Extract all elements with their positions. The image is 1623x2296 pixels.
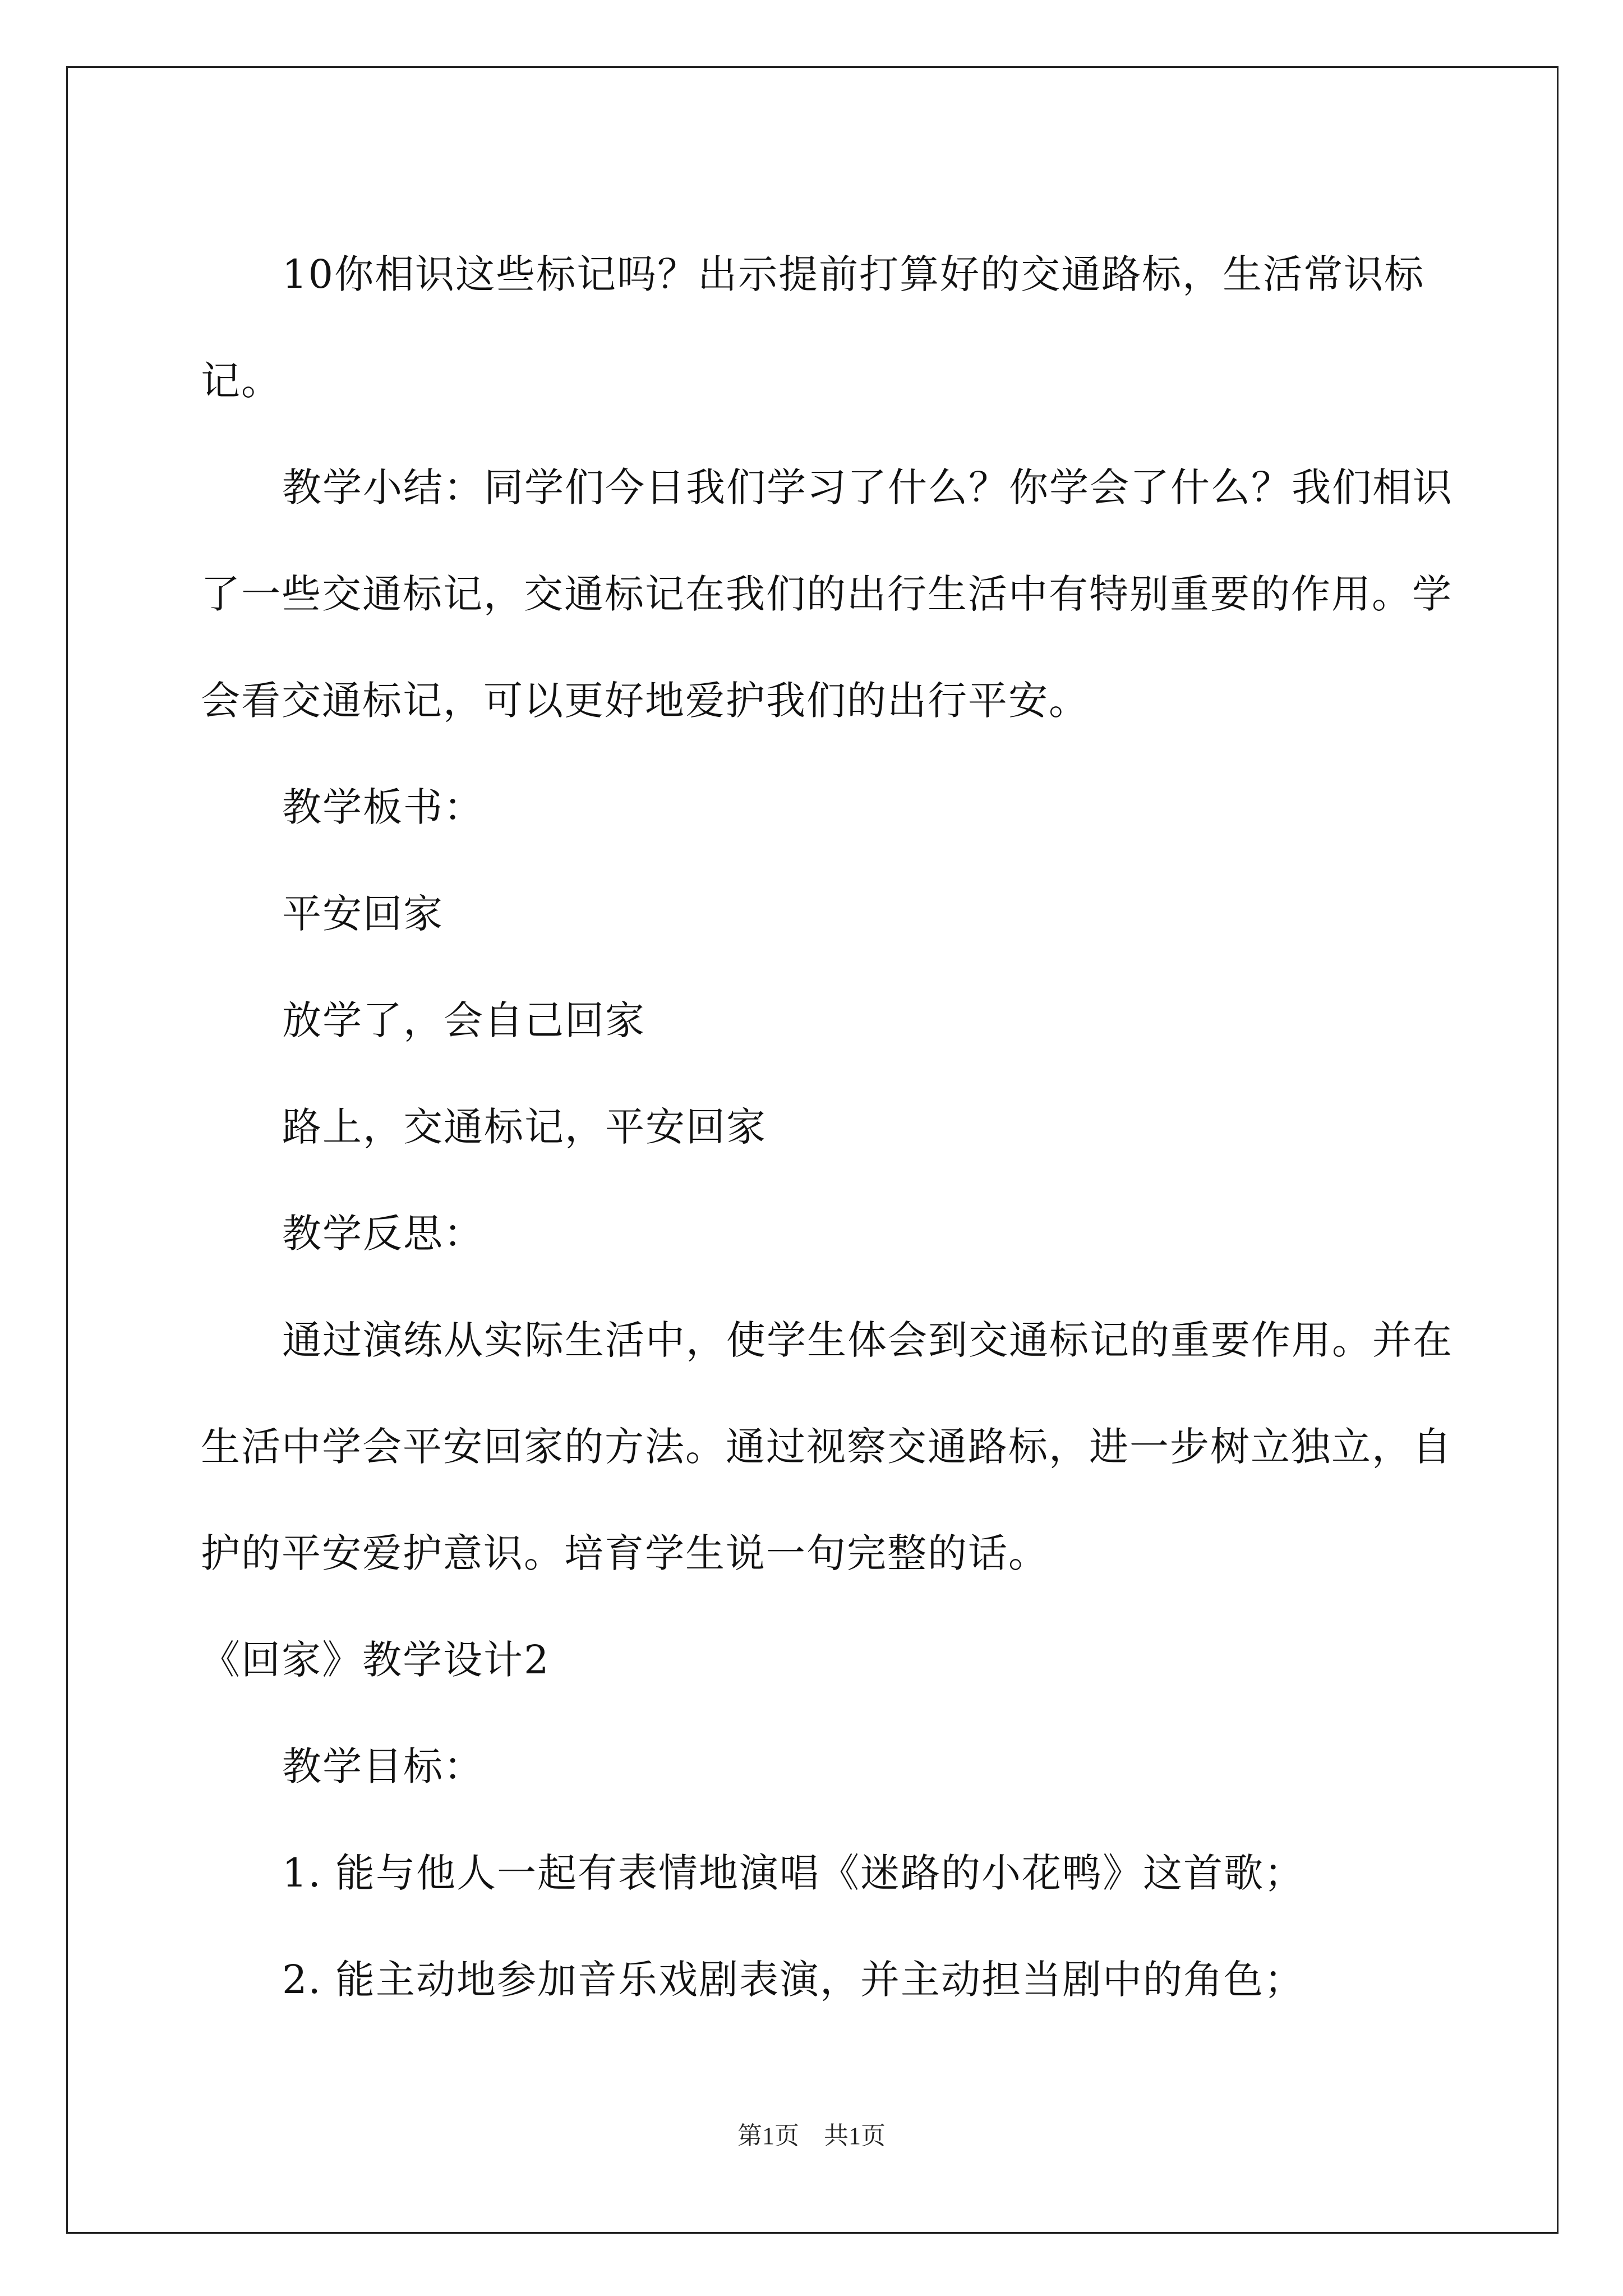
paragraph-objectives-heading: 教学目标：	[282, 1743, 484, 1789]
paragraph-reflection: 通过演练从实际生活中，使学生体会到交通标记的重要作用。并在生活中学会平安回家的方法。通过视察交通路标，进一步树立独立，自护的平安爱护意识。培育学生说一句完整的话。	[201, 1317, 1453, 1576]
objective-item-2: 2. 能主动地参加音乐戏剧表演，并主动担当剧中的角色；	[282, 1957, 1305, 2003]
paragraph-blackboard-heading: 教学板书：	[282, 784, 484, 830]
paragraph-blackboard-line-1: 平安回家	[282, 891, 444, 937]
section-title: 《回家》教学设计2	[201, 1637, 550, 1683]
paragraph-blackboard-line-2: 放学了，会自己回家	[282, 997, 645, 1043]
paragraph-reflection-heading: 教学反思：	[282, 1211, 484, 1257]
page-footer: 第1页 共1页	[737, 2122, 886, 2150]
document-body	[201, 221, 1468, 2033]
objective-item-1: 1. 能与他人一起有表情地演唱《迷路的小花鸭》这首歌；	[282, 1850, 1305, 1896]
paragraph-teaching-summary: 教学小结：同学们今日我们学习了什么？你学会了什么？我们相识了一些交通标记，交通标记在我们的出行生活中有特别重要的作用。学会看交通标记，可以更好地爱护我们的出行平安。	[201, 464, 1453, 724]
paragraph-traffic-signs: 10你相识这些标记吗？出示提前打算好的交通路标，生活常识标记。	[201, 251, 1425, 404]
paragraph-blackboard-line-3: 路上，交通标记，平安回家	[282, 1104, 767, 1150]
